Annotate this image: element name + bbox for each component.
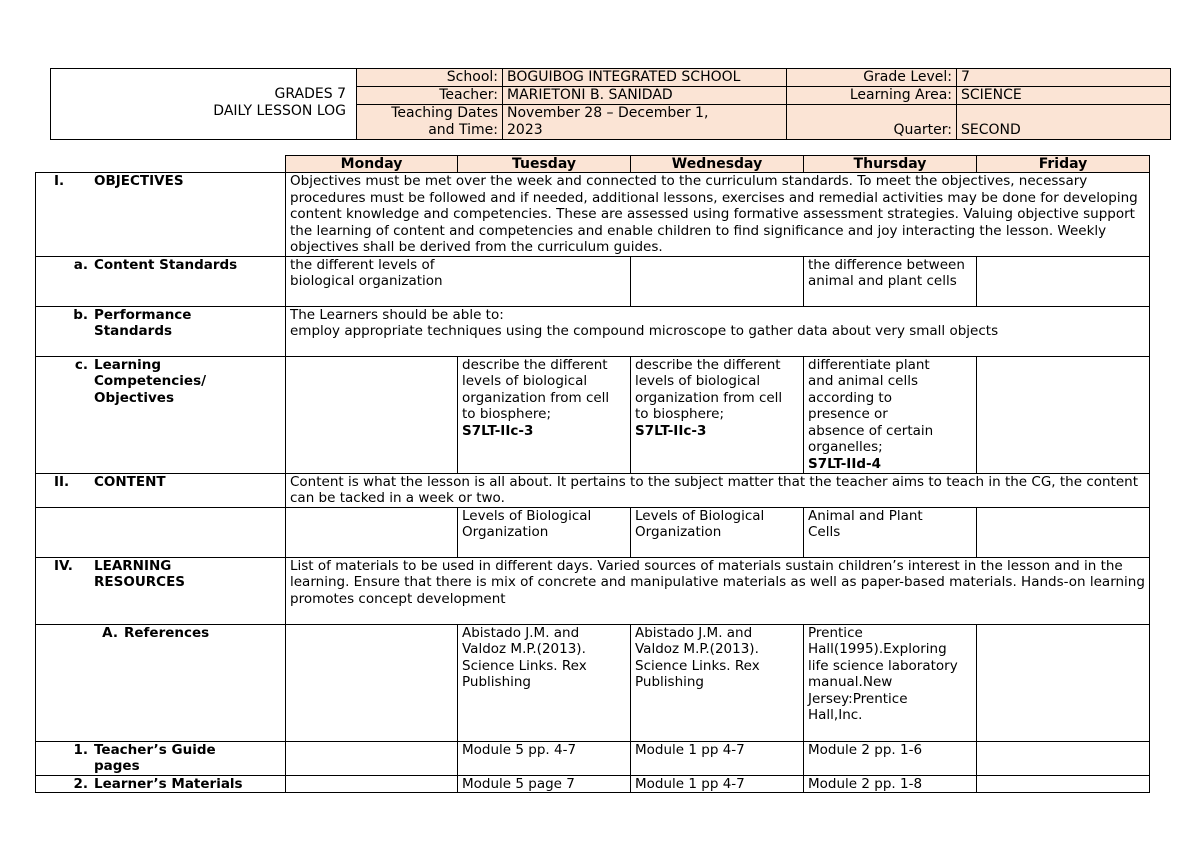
teacher-label: Teacher: [357, 87, 503, 105]
references-label: References [124, 624, 210, 641]
teachers-guide-heading [36, 741, 286, 775]
learning-competencies-number: c. [74, 356, 88, 373]
content-heading [36, 473, 286, 507]
performance-standards-number: b. [73, 306, 88, 323]
content-standards-mon-tue [286, 256, 631, 306]
learning-competencies-tue [458, 356, 631, 473]
learners-materials-thu: Module 2 pp. 1-8 [804, 775, 977, 793]
content-thu [804, 507, 977, 557]
day-thursday: Thursday [804, 156, 977, 173]
references-heading [36, 624, 286, 741]
learning-competencies-wed [631, 356, 804, 473]
learning-resources-label-line2: RESOURCES [94, 574, 186, 590]
days-header-row [36, 156, 1150, 173]
references-wed: Abistado J.M. and Valdoz M.P.(2013). Science Links. Rex Publishing [631, 624, 804, 741]
teachers-guide-wed: Module 1 pp 4-7 [631, 741, 804, 775]
teachers-guide-fri [977, 741, 1150, 775]
performance-standards-line2: employ appropriate techniques using the compound microscope to gather data about very small objects [290, 323, 999, 339]
references-thu [804, 624, 977, 741]
learning-competencies-tue-text: describe the different levels of biological organization from cell to biosphere; [462, 356, 610, 422]
learning-competencies-label-line3: Objectives [94, 389, 174, 406]
learning-area-label: Learning Area: [787, 87, 957, 105]
learning-competencies-wed-code: S7LT-IIc-3 [635, 422, 707, 439]
objectives-text: Objectives must be met over the week and connected to the curriculum standards. To meet the objectives, necessary procedures must be followed and if needed, additional lessons, exercises and remedial activities may be done for developing content knowledge and competencies. These are assessed using formative assessment strategies. Valuing objective support the learning of content and competencies and enable children to find significance and joy interacting the lesson. Weekly objectives shall be derived from the curriculum guides. [286, 173, 1150, 257]
grade-level-label: Grade Level: [787, 69, 957, 87]
performance-standards-label-line1: Performance [94, 306, 192, 323]
teachers-guide-mon [286, 741, 458, 775]
performance-standards-heading [36, 306, 286, 356]
performance-standards-line1: The Learners should be able to: [290, 306, 504, 323]
school-label: School: [357, 69, 503, 87]
learners-materials-row [36, 775, 1150, 793]
teaching-dates-label-line1: Teaching Dates [391, 105, 498, 121]
learning-competencies-thu-text: differentiate plant and animal cells according to presence or absence of certain organelles; [808, 356, 934, 455]
learning-competencies-tue-code: S7LT-IIc-3 [462, 422, 534, 439]
performance-standards-text [286, 306, 1150, 356]
teacher-value: MARIETONI B. SANIDAD [503, 87, 787, 105]
content-standards-heading [36, 256, 286, 306]
content-standards-fri [977, 256, 1150, 306]
learning-resources-heading [36, 557, 286, 624]
day-friday: Friday [977, 156, 1150, 173]
learners-materials-heading [36, 775, 286, 793]
teaching-dates-value-line1: November 28 – December 1, [507, 105, 709, 121]
day-monday: Monday [286, 156, 458, 173]
content-standards-number: a. [73, 256, 88, 273]
teaching-dates-value [503, 105, 787, 140]
content-row [36, 473, 1150, 507]
content-label: CONTENT [94, 473, 166, 490]
learning-competencies-label-line1: Learning [94, 356, 162, 373]
content-standards-label: Content Standards [94, 256, 238, 273]
learning-resources-text: List of materials to be used in different days. Varied sources of materials sustain children’s interest in the lesson and in the learning. Ensure that there is mix of concrete and manipulative materials as well as paper-based materials. Hands-on learning promotes concept development [286, 557, 1150, 624]
grade-level-value: 7 [957, 69, 1171, 87]
learning-resources-label-line1: LEARNING [94, 557, 172, 574]
references-thu-text: Prentice Hall(1995).Exploring life science laboratory manual.New Jersey:Prentice Hall,Inc. [808, 624, 958, 723]
content-number: II. [54, 473, 70, 490]
content-standards-row [36, 256, 1150, 306]
lesson-log-table [35, 155, 1150, 793]
teachers-guide-number: 1. [73, 741, 88, 758]
learning-area-value: SCIENCE [957, 87, 1171, 105]
content-topics-row [36, 507, 1150, 557]
learning-resources-number: IV. [54, 557, 73, 574]
learning-competencies-label-line2: Competencies/ [94, 373, 207, 389]
title-grades: GRADES 7 [274, 86, 346, 102]
learners-materials-fri [977, 775, 1150, 793]
objectives-number: I. [54, 173, 65, 189]
content-standards-wed [631, 256, 804, 306]
quarter-label: Quarter: [787, 105, 957, 140]
learners-materials-wed: Module 1 pp 4-7 [631, 775, 804, 793]
objectives-label: OBJECTIVES [94, 173, 184, 189]
school-value: BOGUIBOG INTEGRATED SCHOOL [503, 69, 787, 87]
learners-materials-mon [286, 775, 458, 793]
learners-materials-tue: Module 5 page 7 [458, 775, 631, 793]
performance-standards-label-line2: Standards [94, 323, 173, 339]
references-tue: Abistado J.M. and Valdoz M.P.(2013). Science Links. Rex Publishing [458, 624, 631, 741]
learning-competencies-heading [36, 356, 286, 473]
references-number: A. [102, 624, 118, 641]
content-standards-mon-tue-text: the different levels of biological organization [290, 256, 443, 289]
content-mon [286, 507, 458, 557]
learning-competencies-mon [286, 356, 458, 473]
objectives-row [36, 173, 1150, 257]
objectives-heading [36, 173, 286, 257]
learners-materials-number: 2. [73, 775, 88, 792]
teachers-guide-row [36, 741, 1150, 775]
teachers-guide-label: Teacher’s Guide pages [94, 741, 216, 774]
learning-competencies-fri [977, 356, 1150, 473]
learning-competencies-wed-text: describe the different levels of biological organization from cell to biosphere; [635, 356, 783, 422]
teaching-dates-label [357, 105, 503, 140]
content-fri [977, 507, 1150, 557]
quarter-value: SECOND [957, 105, 1171, 140]
teachers-guide-thu: Module 2 pp. 1-6 [804, 741, 977, 775]
learning-competencies-thu-code: S7LT-IId-4 [808, 455, 882, 472]
learning-resources-row [36, 557, 1150, 624]
document-title [160, 86, 346, 120]
content-tue: Levels of Biological Organization [458, 507, 631, 557]
title-daily-lesson-log: DAILY LESSON LOG [213, 103, 346, 119]
content-text: Content is what the lesson is all about. It pertains to the subject matter that the teacher aims to teach in the CG, the content can be tacked in a week or two. [286, 473, 1150, 507]
learning-competencies-thu [804, 356, 977, 473]
references-fri [977, 624, 1150, 741]
learning-competencies-row [36, 356, 1150, 473]
teaching-dates-label-line2: and Time: [428, 122, 498, 138]
day-wednesday: Wednesday [631, 156, 804, 173]
teachers-guide-tue: Module 5 pp. 4-7 [458, 741, 631, 775]
references-row [36, 624, 1150, 741]
learners-materials-label: Learner’s Materials [94, 775, 243, 792]
performance-standards-row [36, 306, 1150, 356]
teaching-dates-value-line2: 2023 [507, 122, 543, 138]
content-wed: Levels of Biological Organization [631, 507, 804, 557]
content-standards-thu: the difference between animal and plant cells [804, 256, 977, 306]
references-mon [286, 624, 458, 741]
day-tuesday: Tuesday [458, 156, 631, 173]
content-thu-text: Animal and Plant Cells [808, 507, 923, 540]
